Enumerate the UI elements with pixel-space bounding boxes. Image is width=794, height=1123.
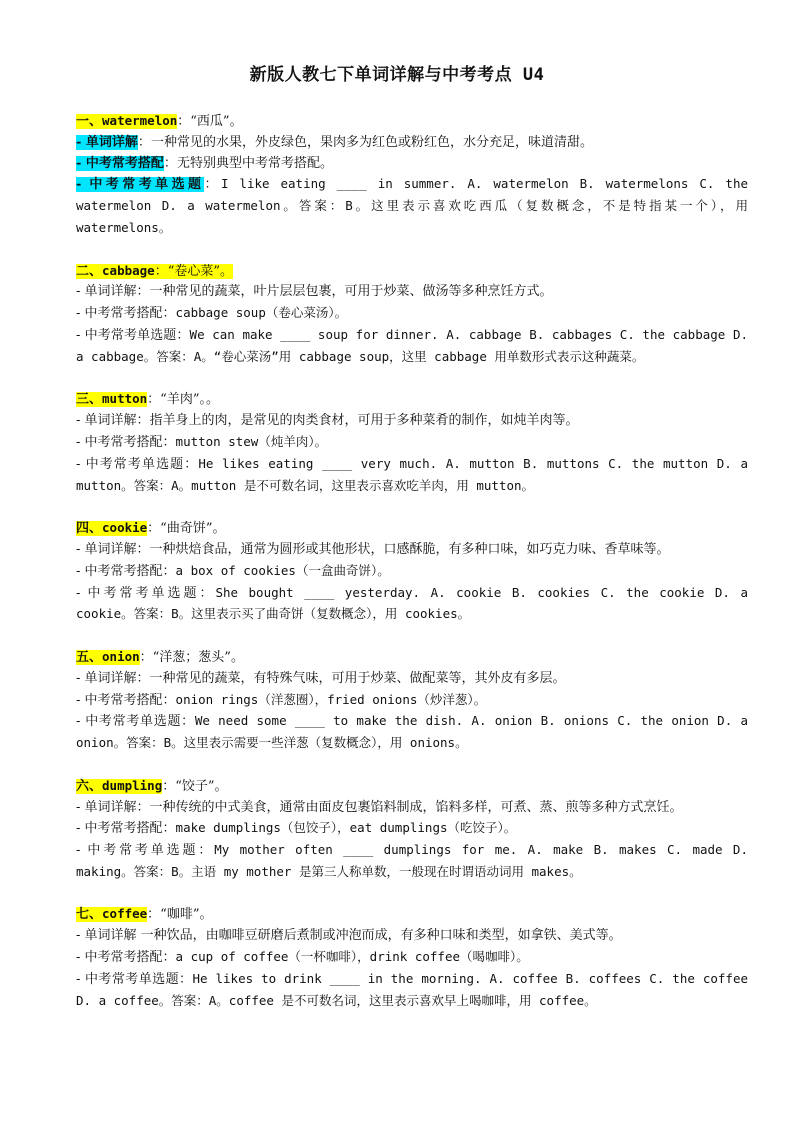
explain-line <box>76 540 748 561</box>
question-line <box>76 583 748 627</box>
explain-label: - 单词详解 <box>76 284 137 300</box>
explain-line <box>76 926 748 947</box>
entry-cabbage <box>76 261 748 369</box>
entry-word: coffee <box>102 906 148 922</box>
question-line <box>76 969 748 1013</box>
question-label: - 中考常考单选题 <box>76 327 177 343</box>
label-sep: ： <box>136 541 150 557</box>
question-line <box>76 840 748 884</box>
entry-heading <box>76 518 748 540</box>
entry-gloss: ：“羊肉”。。 <box>147 392 219 408</box>
question-label: - 中考常考单选题 <box>76 585 200 601</box>
explain-text: 一种常见的蔬菜，有特殊气味，可用于炒菜、做配菜等，其外皮有多层。 <box>149 670 566 686</box>
question-text: She bought ____ yesterday. A. cookie B. cookies C. the cookie D. a cookie。答案：B。这里表示买了曲奇饼（复数概念），用 cookies。 <box>76 584 748 622</box>
collocation-text: make dumplings（包饺子），eat dumplings（吃饺子）。 <box>175 820 517 836</box>
label-sep: ： <box>136 284 150 300</box>
heading-highlight <box>76 779 162 794</box>
heading-highlight <box>76 392 147 407</box>
entry-word: mutton <box>102 391 148 407</box>
label-sep: ： <box>199 585 216 601</box>
collocation-text: cabbage soup（卷心菜汤）。 <box>175 305 348 321</box>
explain-line <box>76 411 748 432</box>
collocation-label: - 中考常考搭配 <box>76 434 163 450</box>
label-sep: ： <box>136 670 150 686</box>
collocation-line <box>76 154 748 175</box>
collocation-line <box>76 947 748 969</box>
label-sep: ： <box>162 950 176 966</box>
label-sep: ： <box>137 134 151 150</box>
label-sep: ： <box>198 843 215 859</box>
entry-heading <box>76 776 748 798</box>
entry-watermelon <box>76 111 748 240</box>
explain-text: 一种饮品，由咖啡豆研磨后煮制或冲泡而成，有多种口味和类型，如拿铁、美式等。 <box>140 928 622 944</box>
entry-number: 二、 <box>76 263 103 279</box>
collocation-text: 无特别典型中考常考搭配。 <box>176 155 333 171</box>
collocation-text: onion rings（洋葱圈），fried onions（炒洋葱）。 <box>175 691 487 707</box>
collocation-line <box>76 561 748 583</box>
label-sep: ： <box>204 177 221 193</box>
label-sep: ： <box>136 413 150 429</box>
label-sep: ： <box>163 155 177 171</box>
label-sep: ： <box>162 306 176 322</box>
collocation-label: - 中考常考搭配 <box>76 821 163 837</box>
heading-highlight <box>76 907 147 922</box>
explain-text: 一种烘焙食品，通常为圆形或其他形状，口感酥脆，有多种口味，如巧克力味、香草味等。 <box>149 541 670 557</box>
entry-number: 五、 <box>76 649 103 665</box>
collocation-line <box>76 303 748 325</box>
entry-gloss: ：“饺子”。 <box>162 778 228 794</box>
label-sep: ： <box>162 434 176 450</box>
explain-label: - 单词详解 <box>76 928 137 944</box>
explain-label: - 单词详解 <box>76 134 138 150</box>
entry-heading <box>76 261 748 283</box>
label-sep: ： <box>162 563 176 579</box>
entry-number: 六、 <box>76 778 103 794</box>
entry-word: watermelon <box>102 113 178 128</box>
explain-text: 一种传统的中式美食，通常由面皮包裹馅料制成，馅料多样，可煮、蒸、煎等多种方式烹饪。 <box>149 799 683 815</box>
entry-gloss: ：“西瓜”。 <box>177 114 243 129</box>
entry-cookie <box>76 518 748 626</box>
collocation-label: - 中考常考搭配 <box>76 563 163 579</box>
label-sep: ： <box>176 327 190 343</box>
label-sep: ： <box>184 456 199 472</box>
entry-heading <box>76 111 748 133</box>
entry-word: cookie <box>102 520 148 536</box>
collocation-line <box>76 432 748 454</box>
entry-gloss: ：“洋葱；葱头”。 <box>139 649 244 665</box>
collocation-label: - 中考常考搭配 <box>76 950 163 966</box>
question-line <box>76 325 748 369</box>
entry-heading <box>76 904 748 926</box>
explain-label: - 单词详解 <box>76 413 137 429</box>
collocation-line <box>76 818 748 840</box>
label-sep: ： <box>181 714 195 730</box>
collocation-text: mutton stew（炖羊肉）。 <box>175 433 328 449</box>
entry-list <box>76 111 748 1033</box>
entry-mutton <box>76 389 748 497</box>
entry-dumpling <box>76 776 748 884</box>
entry-heading <box>76 647 748 669</box>
heading-highlight <box>76 650 140 665</box>
entry-number: 一、 <box>76 114 103 129</box>
question-text: My mother often ____ dumplings for me. A. make B. makes C. made D. making。答案：B。主语 my mother 是第三人称单数，一般现在时谓语动词用 makes。 <box>76 842 748 879</box>
question-line <box>76 174 748 239</box>
question-label: - 中考常考单选题 <box>76 177 205 193</box>
question-text: I like eating ____ in summer. A. watermelon B. watermelons C. the watermelon D. a watermelon。答案：B。这里表示喜欢吃西瓜（复数概念，不是特指某一个），用 watermelons。 <box>76 176 748 235</box>
collocation-label: - 中考常考搭配 <box>76 692 163 708</box>
entry-number: 三、 <box>76 392 103 408</box>
entry-word: onion <box>102 648 140 664</box>
page-title: 新版人教七下单词详解与中考考点 U4 <box>249 65 545 85</box>
explain-line <box>76 798 748 819</box>
question-text: He likes to drink ____ in the morning. A. coffee B. coffees C. the coffee D. a coffee。答案：A。coffee 是不可数名词，这里表示喜欢早上喝咖啡，用 coffee。 <box>76 970 748 1008</box>
collocation-text: a box of cookies（一盒曲奇饼）。 <box>175 562 390 578</box>
question-text: We need some ____ to make the dish. A. onion B. onions C. the onion D. a onion。答案：B。这里表示需要一些洋葱（复数概念），用 onions。 <box>76 713 748 751</box>
entry-word: dumpling <box>102 777 163 793</box>
heading-highlight <box>76 264 233 279</box>
question-label: - 中考常考单选题 <box>76 971 180 987</box>
explain-line <box>76 133 748 154</box>
label-sep: ： <box>179 971 193 987</box>
entry-number: 四、 <box>76 521 103 537</box>
entry-gloss: ：“卷心菜”。 <box>154 263 233 279</box>
heading-highlight <box>76 521 147 536</box>
label-sep: ： <box>162 692 176 708</box>
question-line <box>76 711 748 755</box>
question-label: - 中考常考单选题 <box>76 714 182 730</box>
question-label: - 中考常考单选题 <box>76 843 199 859</box>
explain-text: 一种常见的蔬菜，叶片层层包裹，可用于炒菜、做汤等多种烹饪方式。 <box>149 284 553 300</box>
label-sep: ： <box>136 799 150 815</box>
question-text: We can make ____ soup for dinner. A. cabbage B. cabbages C. the cabbage D. a cabbage。答案：A。“卷心菜汤”用 cabbage soup，这里 cabbage 用单数形式表示这种蔬菜。 <box>76 326 748 364</box>
heading-highlight <box>76 114 177 129</box>
explain-line <box>76 282 748 303</box>
label-sep: ： <box>162 821 176 837</box>
explain-text: 一种常见的水果，外皮绿色，果肉多为红色或粉红色，水分充足，味道清甜。 <box>150 134 593 150</box>
entry-word: cabbage <box>102 262 155 278</box>
entry-gloss: ：“咖啡”。 <box>147 907 213 923</box>
entry-heading <box>76 389 748 411</box>
explain-text: 指羊身上的肉，是常见的肉类食材，可用于多种菜肴的制作，如炖羊肉等。 <box>149 413 579 429</box>
explain-label: - 单词详解 <box>76 541 137 557</box>
explain-label: - 单词详解 <box>76 799 137 815</box>
question-label: - 中考常考单选题 <box>76 456 185 472</box>
entry-number: 七、 <box>76 907 103 923</box>
collocation-line <box>76 690 748 712</box>
entry-onion <box>76 647 748 755</box>
collocation-label: - 中考常考搭配 <box>76 306 163 322</box>
entry-gloss: ：“曲奇饼”。 <box>147 521 226 537</box>
entry-coffee <box>76 904 748 1012</box>
collocation-text: a cup of coffee（一杯咖啡），drink coffee（喝咖啡）。 <box>175 949 529 965</box>
explain-line <box>76 669 748 690</box>
question-text: He likes eating ____ very much. A. mutton B. muttons C. the mutton D. a mutton。答案：A。mutton 是不可数名词，这里表示喜欢吃羊肉，用 mutton。 <box>76 455 748 493</box>
explain-label: - 单词详解 <box>76 670 137 686</box>
collocation-label: - 中考常考搭配 <box>76 155 164 171</box>
question-line <box>76 454 748 498</box>
